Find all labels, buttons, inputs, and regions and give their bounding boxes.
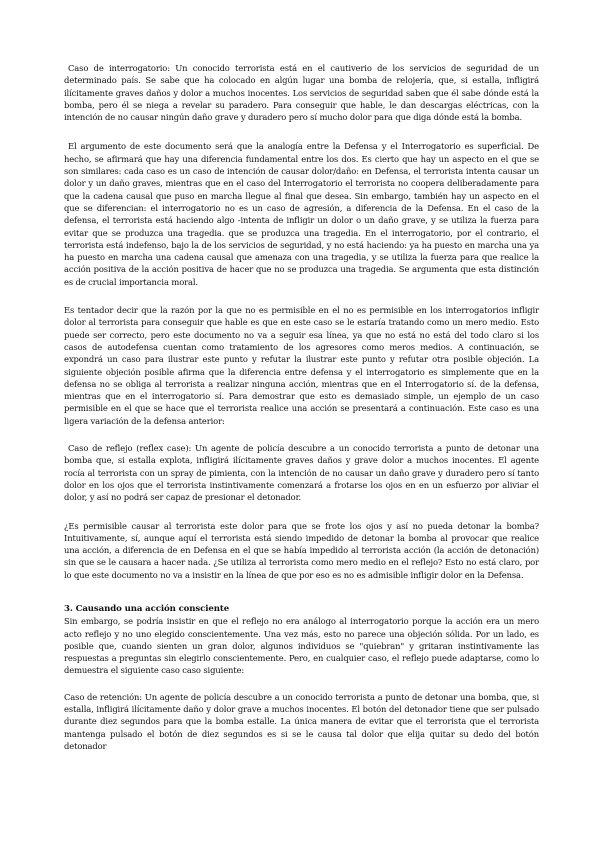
paragraph-mere-means: Es tentador decir que la razón por la que no es permisible en el no es permisible en los interrogatorios infligir dolor al terrorista para conseguir que hable es que en este caso se le estaría tratando como un mero medio. Esto puede ser correcto, pero este documento no va a seguir esa línea, ya que no está no está del todo claro si los casos de autodefensa cuentan como tratamiento de los agresores como meros medios. A continuación, se expondrá un caso para ilustrar este punto y refutar la ilustrar este punto y refutar otra posible objeción. La siguiente objeción posible afirma que la diferencia entre defensa y el interrogatorio es simplemente que en la defensa no se obliga al terrorista a realizar ninguna acción, mientras que en el Interrogatorio sí. de la defensa, mientras que en el interrogatorio sí. Para demostrar que esto es demasiado simple, un ejemplo de un caso permisible en el que se hace que el terrorista realice una acción se presentará a continuación. Este caso es una ligera variación de la defensa anterior: [64, 305, 539, 426]
paragraph-retention-case: Caso de retención: Un agente de policía descubre a un conocido terrorista a punto de detonar una bomba, que, si estalla, infligirá ilícitamente daño y dolor grave a muchos inocentes. El botón del detonador tiene que ser pulsado durante diez segundos para que la bomba estalle. La única manera de evitar que el terrorista que el terrorista mantenga pulsado el botón de diez segundos es si se le causa tal dolor que elija quitar su dedo del botón detonador [64, 691, 539, 751]
section-heading: 3. Causando una acción consciente [64, 603, 230, 614]
paragraph-argument: El argumento de este documento será que la analogía entre la Defensa y el Interrogatorio es superficial. De hecho, se afirmará que hay una diferencia fundamental entre los dos. Es cierto que hay un aspecto en el que se son similares: cada caso es un caso de intención de causar dolor/daño: en Defensa, el terrorista intenta causar un dolor y un daño graves, mientras que en el caso del Interrogatorio el terrorista no coopera deliberadamente para que la cadena causal que puso en marcha llegue al final que desea. Sin embargo, también hay un aspecto en el que se diferencian: el interrogatorio no es un caso de agresión, a diferencia de la Defensa. En el caso de la defensa, el terrorista está haciendo algo -intenta de infligir un dolor o un daño grave, y se utiliza la fuerza para evitar que se produzca una tragedia. que se produzca una tragedia. En el interrogatorio, por el contrario, el terrorista está indefenso, bajo la de los servicios de seguridad, y no está haciendo: ya ha puesto en marcha una ya ha puesto en marcha una cadena causal que amenaza con una tragedia, y se utiliza la fuerza para que realice la acción positiva de la acción positiva de hacer que no se produzca una tragedia. Se argumenta que esta distinción es de crucial importancia moral. [64, 141, 539, 287]
paragraph-conscious-action: Sin embargo, se podría insistir en que el reflejo no era análogo al interrogatorio porque la acción era un mero acto reflejo y no uno elegido conscientemente. Una vez más, esto no parece una objeción sólida. Por un lado, es posible que, cuando sienten un gran dolor, algunos individuos se "quiebran" y gritaran instintivamente las respuestas a preguntas sin elegirlo conscientemente. Pero, en cualquier caso, el reflejo puede adaptarse, como lo demuestra el siguiente caso caso siguiente: [64, 616, 539, 676]
paragraph-interrogation-case: Caso de interrogatorio: Un conocido terrorista está en el cautiverio de los servicios de seguridad de un determinado país. Se sabe que ha colocado en algún lugar una bomba de relojería, que, si estalla, infligirá ilícitamente graves daños y dolor a muchos inocentes. Los servicios de seguridad saben que él sabe dónde está la bomba, pero él se niega a revelar su paradero. Para conseguir que hable, le dan descargas eléctricas, con la intención de no causar ningún daño grave y duradero pero sí mucho dolor para que diga dónde está la bomba. [64, 63, 539, 123]
paragraph-reflex-question: ¿Es permisible causar al terrorista este dolor para que se frote los ojos y así no pueda detonar la bomba? Intuitivamente, sí, aunque aquí el terrorista está siendo impedido de detonar la bomba al provocar que realice una acción, a diferencia de en Defensa en el que se había impedido al terrorista acción (la acción de detonación) sin que se le causara a hacer nada. ¿Se utiliza al terrorista como mero medio en el reflejo? Esto no está claro, por lo que este documento no va a insistir en la línea de que por eso es no es admisible infligir dolor en la Defensa. [64, 520, 539, 580]
document-body [64, 62, 539, 752]
paragraph-reflex-case: Caso de reflejo (reflex case): Un agente de policía descubre a un conocido terrorista a punto de detonar una bomba que, si estalla explota, infligirá ilícitamente graves daños y grave dolor a muchos inocentes. El agente rocía al terrorista con un spray de pimienta, con la intención de no causar un daño grave y duradero pero sí tanto dolor en los ojos que el terrorista instintivamente comenzará a frotarse los ojos en en un esfuerzo por aliviar el dolor, y así no podrá ser capaz de presionar el detonador. [64, 443, 539, 503]
